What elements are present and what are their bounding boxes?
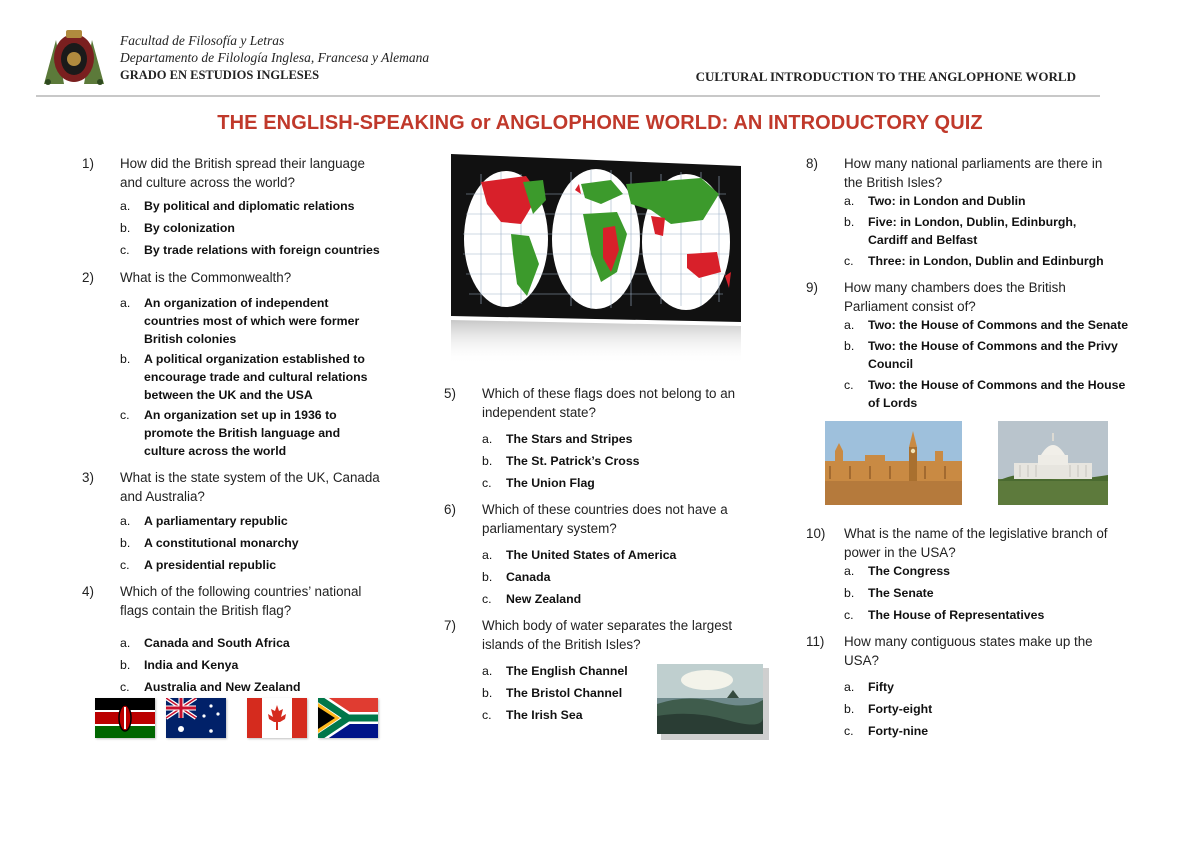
question-text: USA?: [844, 653, 879, 668]
south-africa-flag-image: [318, 698, 378, 738]
question-text: What is the state system of the UK, Canada: [120, 470, 380, 485]
option-letter: a.: [844, 194, 855, 208]
option-text: Two: the House of Commons and the Senate: [868, 318, 1129, 332]
question-8: [806, 154, 1136, 270]
question-number: 10): [806, 526, 826, 541]
option-text: A presidential republic: [144, 558, 277, 572]
option-text: Forty-eight: [868, 702, 933, 716]
option-text: The Congress: [868, 564, 950, 578]
option-text: Five: in London, Dublin, Edinburgh, Cardiff and Belfast: [868, 215, 1077, 247]
option-text: An organization set up in 1936 to promote the British language and culture across the world: [144, 408, 341, 458]
australia-flag-image: [166, 698, 226, 738]
question-text: What is the Commonwealth?: [120, 270, 292, 285]
option-text: Two: the House of Commons and the House of Lords: [868, 378, 1126, 410]
option-letter: b.: [120, 536, 131, 550]
option-text: Canada: [506, 570, 551, 584]
option-letter: a.: [482, 664, 493, 678]
question-text: Which of the following countries’ national: [120, 584, 362, 599]
question-text: flags contain the British flag?: [120, 603, 292, 618]
option-text: The Union Flag: [506, 476, 595, 490]
question-text: What is the name of the legislative branch of: [844, 526, 1108, 541]
page-title: THE ENGLISH-SPEAKING or ANGLOPHONE WORLD: AN INTRODUCTORY QUIZ: [217, 112, 983, 134]
university-crest-logo: [36, 26, 112, 88]
question-number: 6): [444, 502, 456, 517]
header-divider: [36, 95, 1100, 97]
question-9: [806, 278, 1136, 412]
option-letter: a.: [844, 318, 855, 332]
option-text: A political organization established to encourage trade and cultural relations between the UK and the USA: [144, 352, 368, 402]
question-text: How many chambers does the British: [844, 280, 1066, 295]
question-text: the British Isles?: [844, 175, 943, 190]
column-right-lower: [806, 524, 1136, 740]
option-text: The Bristol Channel: [506, 686, 623, 700]
option-text: The House of Representatives: [868, 608, 1045, 622]
question-10: [806, 524, 1136, 624]
question-text: power in the USA?: [844, 545, 956, 560]
question-11: [806, 632, 1136, 740]
option-text: An organization of independent countries most of which were former British colonies: [144, 296, 360, 346]
option-letter: c.: [844, 254, 854, 268]
option-letter: c.: [120, 680, 130, 694]
question-text: parliamentary system?: [482, 521, 617, 536]
option-text: New Zealand: [506, 592, 582, 606]
question-number: 7): [444, 618, 456, 633]
question-number: 9): [806, 280, 818, 295]
question-text: How did the British spread their language: [120, 156, 365, 171]
option-text: The United States of America: [506, 548, 677, 562]
option-letter: c.: [482, 476, 492, 490]
option-letter: b.: [120, 352, 131, 366]
column-right: [806, 154, 1136, 412]
irish-sea-photo: [657, 664, 769, 740]
question-text: independent state?: [482, 405, 596, 420]
option-text: A constitutional monarchy: [144, 536, 299, 550]
question-number: 11): [806, 634, 825, 649]
question-text: How many national parliaments are there in: [844, 156, 1103, 171]
question-text: Which of these flags does not belong to an: [482, 386, 736, 401]
option-letter: a.: [482, 432, 493, 446]
option-text: By political and diplomatic relations: [144, 199, 355, 213]
world-map-image: [451, 154, 741, 364]
option-letter: a.: [120, 514, 131, 528]
option-letter: b.: [482, 454, 493, 468]
option-text: Three: in London, Dublin and Edinburgh: [868, 254, 1104, 268]
option-text: A parliamentary republic: [144, 514, 288, 528]
kenya-flag-image: [95, 698, 155, 738]
option-letter: c.: [482, 592, 492, 606]
option-text: By trade relations with foreign countries: [144, 243, 380, 257]
question-text: islands of the British Isles?: [482, 637, 641, 652]
option-letter: b.: [844, 339, 855, 353]
question-5: [444, 384, 774, 492]
option-text: Fifty: [868, 680, 894, 694]
question-text: and Australia?: [120, 489, 205, 504]
course-name: CULTURAL INTRODUCTION TO THE ANGLOPHONE WORLD: [695, 69, 1076, 84]
column-left: [82, 154, 412, 696]
question-6: [444, 500, 774, 608]
option-letter: c.: [844, 724, 854, 738]
question-text: Which of these countries does not have a: [482, 502, 728, 517]
option-text: Australia and New Zealand: [144, 680, 301, 694]
option-text: The Stars and Stripes: [506, 432, 633, 446]
option-text: Two: in London and Dublin: [868, 194, 1026, 208]
question-number: 8): [806, 156, 818, 171]
option-letter: c.: [844, 378, 854, 392]
option-letter: c.: [120, 558, 130, 572]
canada-flag-image: [247, 698, 307, 738]
question-text: How many contiguous states make up the: [844, 634, 1093, 649]
us-capitol-photo: [998, 421, 1108, 505]
option-text: Two: the House of Commons and the Privy Council: [868, 339, 1118, 371]
option-letter: a.: [482, 548, 493, 562]
option-text: The Irish Sea: [506, 708, 583, 722]
option-letter: a.: [120, 199, 131, 213]
option-text: Canada and South Africa: [144, 636, 290, 650]
option-letter: c.: [482, 708, 492, 722]
degree-name: GRADO EN ESTUDIOS INGLESES: [120, 68, 320, 82]
option-letter: c.: [120, 243, 130, 257]
option-text: Forty-nine: [868, 724, 929, 738]
option-letter: b.: [482, 686, 493, 700]
question-number: 5): [444, 386, 456, 401]
option-text: The English Channel: [506, 664, 628, 678]
question-text: Which body of water separates the largest: [482, 618, 733, 633]
option-text: The Senate: [868, 586, 934, 600]
option-letter: b.: [120, 658, 131, 672]
option-text: India and Kenya: [144, 658, 239, 672]
question-text: and culture across the world?: [120, 175, 295, 190]
option-letter: b.: [482, 570, 493, 584]
question-number: 4): [82, 584, 94, 599]
option-letter: a.: [120, 296, 131, 310]
question-number: 3): [82, 470, 94, 485]
question-4: [82, 582, 412, 696]
question-text: Parliament consist of?: [844, 299, 976, 314]
option-text: The St. Patrick’s Cross: [506, 454, 640, 468]
westminster-palace-photo: [825, 421, 962, 505]
question-1: [82, 154, 412, 259]
faculty-name: Facultad de Filosofía y Letras: [120, 33, 285, 48]
option-letter: b.: [844, 586, 855, 600]
question-number: 1): [82, 156, 94, 171]
option-letter: a.: [120, 636, 131, 650]
question-3: [82, 468, 412, 574]
option-letter: c.: [844, 608, 854, 622]
department-name: Departamento de Filología Inglesa, Francesa y Alemana: [120, 50, 430, 65]
option-letter: b.: [120, 221, 131, 235]
question-2: [82, 268, 412, 460]
option-letter: b.: [844, 215, 855, 229]
option-letter: b.: [844, 702, 855, 716]
option-text: By colonization: [144, 221, 235, 235]
option-letter: c.: [120, 408, 130, 422]
option-letter: a.: [844, 564, 855, 578]
option-letter: a.: [844, 680, 855, 694]
question-number: 2): [82, 270, 94, 285]
